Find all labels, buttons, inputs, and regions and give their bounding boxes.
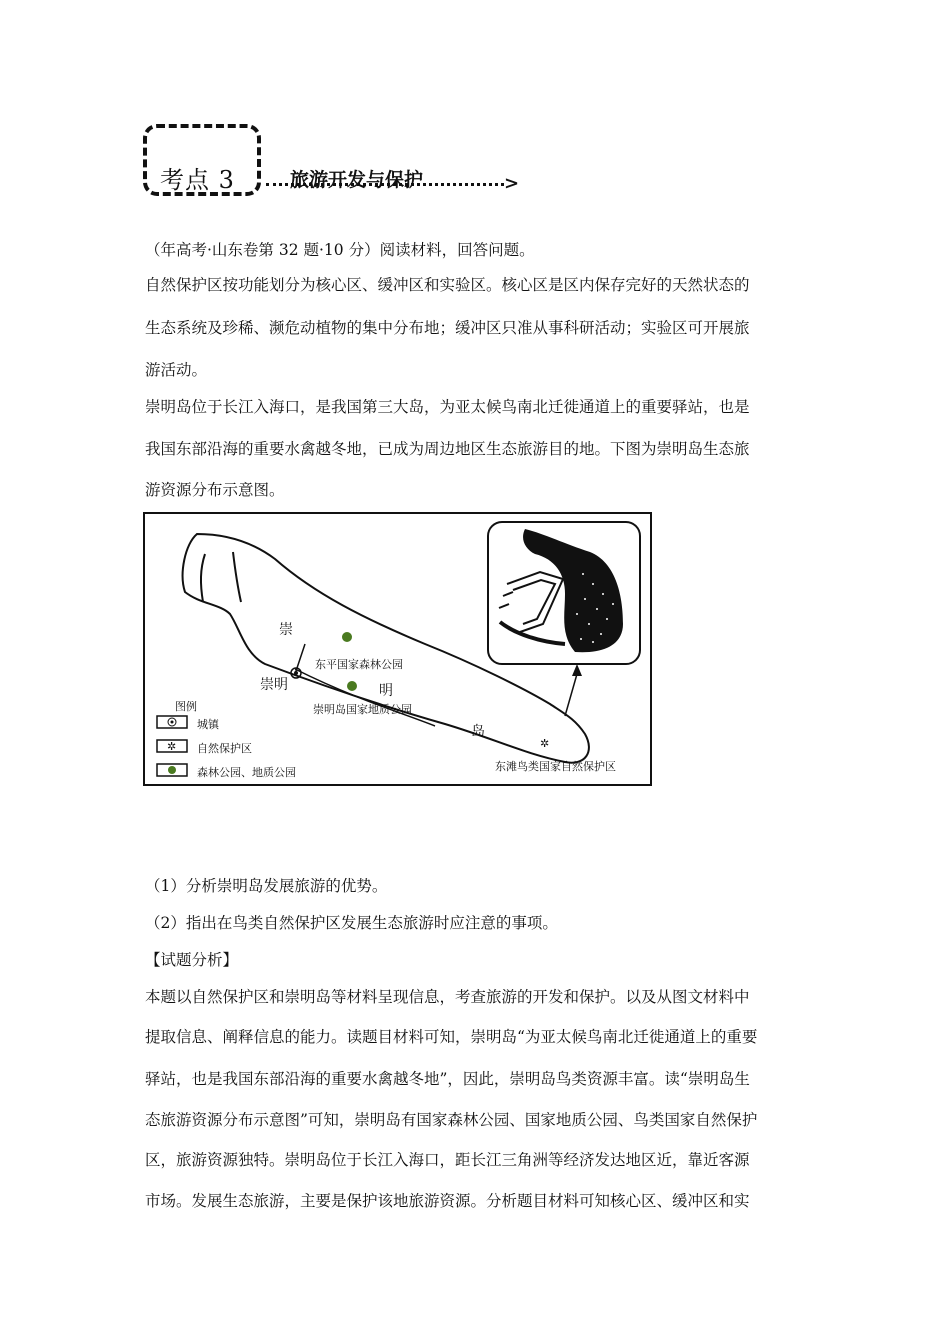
map-label-dao: 岛 — [471, 724, 485, 740]
map-label-chong: 崇 — [279, 622, 293, 638]
geo-park-label: 崇明岛国家地质公园 — [313, 703, 412, 716]
analysis-line-2: 提取信息、阐释信息的能力。读题目材料可知，崇明岛“为亚太候鸟南北迁徙通道上的重要 — [145, 1028, 758, 1046]
bird-reserve-label: 东滩鸟类国家自然保护区 — [495, 760, 616, 773]
inset-road — [513, 580, 555, 624]
topic-title: 旅游开发与保护 — [290, 169, 424, 191]
legend-park-label: 森林公园、地质公园 — [197, 766, 296, 779]
para1-line-3: 游活动。 — [145, 361, 208, 379]
legend-reserve-icon: ✲ — [167, 740, 177, 753]
analysis-line-6: 市场。发展生态旅游，主要是保护该地旅游资源。分析题目材料可知核心区、缓冲区和实 — [145, 1192, 750, 1210]
para2-line-3: 游资源分布示意图。 — [145, 481, 285, 499]
map-label-town: 崇明 — [260, 677, 288, 693]
island-outline — [183, 534, 589, 763]
road-line — [201, 554, 205, 602]
question-2: （2）指出在鸟类自然保护区发展生态旅游时应注意的事项。 — [145, 914, 558, 932]
analysis-title: 【试题分析】 — [145, 951, 239, 969]
inset-dike — [500, 622, 565, 644]
analysis-line-3: 驿站，也是我国东部沿海的重要水禽越冬地”，因此，崇明岛鸟类资源丰富。读“崇明岛生 — [145, 1070, 750, 1088]
topic-badge-label: 考点 3 — [160, 166, 235, 194]
reserve-star-icon: ✲ — [540, 737, 550, 750]
forest-park-label: 东平国家森林公园 — [315, 658, 403, 671]
analysis-line-5: 区，旅游资源独特。崇明岛位于长江入海口，距长江三角洲等经济发达地区近，靠近客源 — [145, 1151, 750, 1169]
map-label-ming: 明 — [379, 683, 393, 699]
para1-line-2: 生态系统及珍稀、濒危动植物的集中分布地；缓冲区只准从事科研活动；实验区可开展旅 — [145, 319, 750, 337]
para1-line-1: 自然保护区按功能划分为核心区、缓冲区和实验区。核心区是区内保存完好的天然状态的 — [145, 276, 750, 294]
river-line — [295, 669, 435, 726]
forest-park-icon — [342, 632, 352, 642]
inset-pointer — [565, 674, 577, 716]
analysis-line-1: 本题以自然保护区和崇明岛等材料呈现信息，考查旅游的开发和保护。以及从图文材料中 — [145, 988, 750, 1006]
chongming-map — [143, 512, 652, 786]
arrow-icon: > — [504, 173, 520, 194]
geo-park-icon — [347, 681, 357, 691]
road-line — [233, 552, 241, 602]
analysis-line-4: 态旅游资源分布示意图”可知，崇明岛有国家森林公园、国家地质公园、鸟类国家自然保护 — [145, 1111, 758, 1129]
legend-town-label: 城镇 — [197, 718, 219, 731]
legend-reserve-label: 自然保护区 — [197, 742, 252, 755]
intro-line: （年高考·山东卷第 32 题·10 分）阅读材料，回答问题。 — [145, 241, 535, 259]
para2-line-2: 我国东部沿海的重要水禽越冬地，已成为周边地区生态旅游目的地。下图为崇明岛生态旅 — [145, 440, 750, 458]
para2-line-1: 崇明岛位于长江入海口，是我国第三大岛，为亚太候鸟南北迁徙通道上的重要驿站，也是 — [145, 398, 750, 416]
arrowhead-icon — [572, 664, 582, 676]
question-1: （1）分析崇明岛发展旅游的优势。 — [145, 877, 388, 895]
legend-park-icon — [168, 766, 176, 774]
legend-title: 图例 — [175, 700, 197, 713]
map-drawing — [145, 514, 650, 784]
inset-road — [507, 572, 563, 632]
inset-wetland — [523, 529, 623, 652]
